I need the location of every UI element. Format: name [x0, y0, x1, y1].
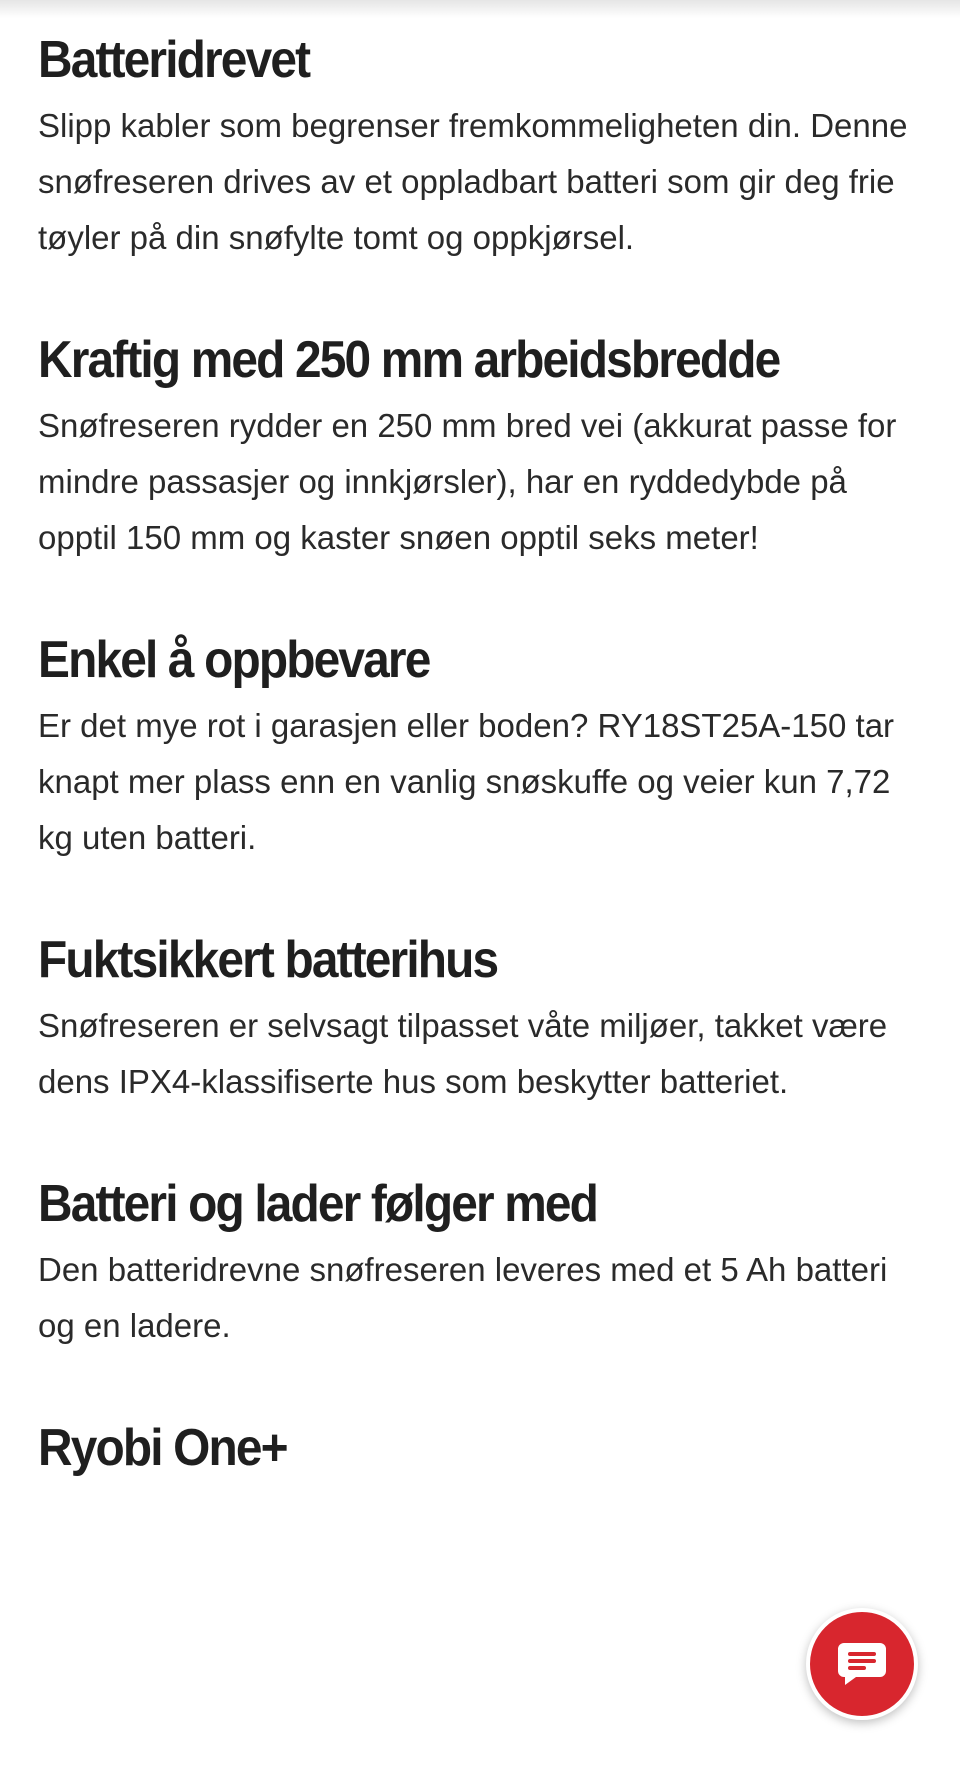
section-text: Snøfreseren rydder en 250 mm bred vei (akkurat passe for mindre passasjer og innkjørsler), har en ryddedybde på opptil 150 mm og kaster snøen opptil seks meter! [38, 407, 897, 556]
chat-bubble-icon [836, 1641, 888, 1687]
section-heading: Enkel å oppbevare [38, 631, 430, 689]
section-text: Den batteridrevne snøfreseren leveres med et 5 Ah batteri og en ladere. [38, 1251, 888, 1344]
section-ryobi-one-plus [38, 1412, 922, 1484]
section-heading: Ryobi One+ [38, 1419, 287, 1477]
section-text: Slipp kabler som begrenser fremkommeligheten din. Denne snøfreseren drives av et oppladbart batteri som gir deg frie tøyler på din snøfylte tomt og oppkjørsel. [38, 107, 908, 256]
section-batteridrevet [38, 24, 922, 266]
section-text: Er det mye rot i garasjen eller boden? RY18ST25A-150 tar knapt mer plass enn en vanlig snøskuffe og veier kun 7,72 kg uten batteri. [38, 707, 895, 856]
section-heading: Fuktsikkert batterihus [38, 931, 498, 989]
section-heading: Batteridrevet [38, 31, 310, 89]
section-oppbevaring [38, 624, 922, 866]
product-description [38, 24, 922, 1484]
header-shadow [0, 0, 960, 18]
section-heading: Kraftig med 250 mm arbeidsbredde [38, 331, 780, 389]
section-heading: Batteri og lader følger med [38, 1175, 598, 1233]
section-arbeidsbredde [38, 324, 922, 566]
chat-button[interactable] [806, 1608, 918, 1720]
section-batterihus [38, 924, 922, 1110]
section-text: Snøfreseren er selvsagt tilpasset våte miljøer, takket være dens IPX4-klassifiserte hus som beskytter batteriet. [38, 1007, 888, 1100]
section-batteri-og-lader [38, 1168, 922, 1354]
